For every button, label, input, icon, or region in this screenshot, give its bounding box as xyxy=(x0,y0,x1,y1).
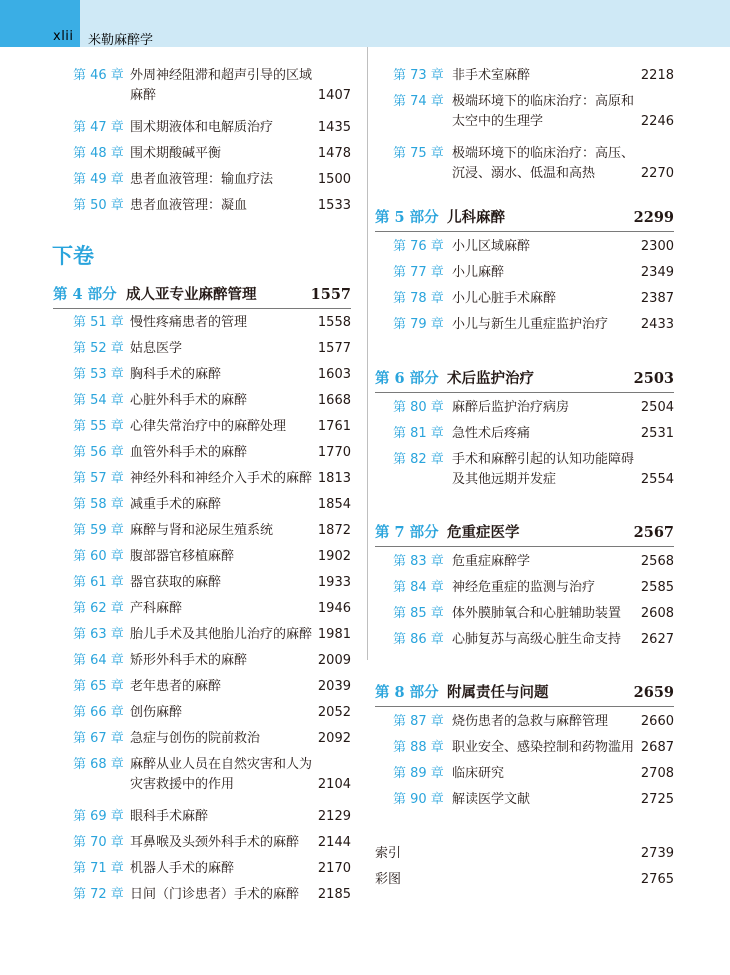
chapter-title: 腹部器官移植麻醉 xyxy=(130,549,235,564)
chapter-title: 小儿麻醉 xyxy=(452,265,505,280)
toc-chapter-entry xyxy=(73,365,351,385)
toc-chapter-entry xyxy=(73,573,351,593)
toc-chapter-entry xyxy=(393,738,674,758)
toc-chapter-entry xyxy=(73,313,351,333)
toc-chapter-entry xyxy=(73,599,351,619)
chapter-title: 器官获取的麻醉 xyxy=(130,575,222,590)
chapter-number: 第 87 章 xyxy=(393,714,444,729)
chapter-page: 2687 xyxy=(640,740,674,755)
toc-chapter-entry xyxy=(393,398,674,418)
toc-chapter-entry xyxy=(393,604,674,624)
chapter-title: 急性术后疼痛 xyxy=(452,426,531,441)
chapter-number: 第 83 章 xyxy=(393,554,444,569)
chapter-title-continued: 及其他远期并发症 xyxy=(452,472,557,487)
part-underline xyxy=(375,392,674,393)
chapter-page: 1603 xyxy=(317,367,351,382)
back-matter-label: 索引 xyxy=(375,846,402,861)
chapter-title: 慢性疼痛患者的管理 xyxy=(130,315,248,330)
chapter-page: 1533 xyxy=(317,198,351,213)
chapter-title: 减重手术的麻醉 xyxy=(130,497,222,512)
toc-chapter-entry xyxy=(73,66,351,106)
chapter-page: 1577 xyxy=(317,341,351,356)
chapter-page: 1478 xyxy=(317,146,351,161)
toc-chapter-entry xyxy=(393,552,674,572)
toc-chapter-entry xyxy=(73,495,351,515)
part-page: 1557 xyxy=(310,286,351,303)
back-matter-page: 2765 xyxy=(640,872,674,887)
toc-part-heading xyxy=(53,284,351,306)
chapter-title: 临床研究 xyxy=(452,766,505,781)
part-underline xyxy=(375,231,674,232)
toc-chapter-entry xyxy=(393,712,674,732)
chapter-title: 胎儿手术及其他胎儿治疗的麻醉 xyxy=(130,627,313,642)
chapter-number: 第 48 章 xyxy=(73,146,124,161)
chapter-title: 极端环境下的临床治疗：高压、 xyxy=(452,146,635,161)
toc-chapter-entry xyxy=(393,92,674,132)
part-title: 危重症医学 xyxy=(447,524,520,541)
chapter-title: 麻醉后监护治疗病房 xyxy=(452,400,570,415)
toc-chapter-entry xyxy=(73,170,351,190)
chapter-title: 小儿区域麻醉 xyxy=(452,239,531,254)
chapter-page: 2531 xyxy=(640,426,674,441)
chapter-page: 2052 xyxy=(317,705,351,720)
chapter-title: 麻醉与肾和泌尿生殖系统 xyxy=(130,523,274,538)
part-page: 2567 xyxy=(633,524,674,541)
page-number: xlii xyxy=(53,29,74,44)
chapter-number: 第 72 章 xyxy=(73,887,124,902)
part-label: 第 6 部分 xyxy=(375,370,439,387)
toc-chapter-entry xyxy=(73,443,351,463)
chapter-page: 2504 xyxy=(640,400,674,415)
toc-chapter-entry xyxy=(73,885,351,905)
chapter-number: 第 64 章 xyxy=(73,653,124,668)
chapter-title: 烧伤患者的急救与麻醉管理 xyxy=(452,714,609,729)
back-matter-entry xyxy=(375,844,674,864)
toc-chapter-entry xyxy=(73,391,351,411)
volume-heading: 下卷 xyxy=(52,244,94,268)
chapter-number: 第 62 章 xyxy=(73,601,124,616)
chapter-title: 患者血液管理：凝血 xyxy=(130,198,248,213)
chapter-title: 小儿与新生儿重症监护治疗 xyxy=(452,317,609,332)
chapter-title: 解读医学文献 xyxy=(452,792,531,807)
chapter-number: 第 82 章 xyxy=(393,452,444,467)
chapter-title-continued: 麻醉 xyxy=(130,88,157,103)
part-underline xyxy=(375,706,674,707)
chapter-number: 第 67 章 xyxy=(73,731,124,746)
chapter-page: 2554 xyxy=(640,472,674,487)
chapter-title: 神经危重症的监测与治疗 xyxy=(452,580,596,595)
toc-chapter-entry xyxy=(73,729,351,749)
chapter-page: 2300 xyxy=(640,239,674,254)
part-title: 儿科麻醉 xyxy=(447,209,505,226)
part-label: 第 4 部分 xyxy=(53,286,117,303)
chapter-number: 第 63 章 xyxy=(73,627,124,642)
chapter-number: 第 50 章 xyxy=(73,198,124,213)
chapter-number: 第 78 章 xyxy=(393,291,444,306)
chapter-number: 第 79 章 xyxy=(393,317,444,332)
back-matter-label: 彩图 xyxy=(375,872,402,887)
chapter-number: 第 74 章 xyxy=(393,94,444,109)
chapter-number: 第 51 章 xyxy=(73,315,124,330)
chapter-page: 1500 xyxy=(317,172,351,187)
chapter-number: 第 56 章 xyxy=(73,445,124,460)
chapter-number: 第 81 章 xyxy=(393,426,444,441)
chapter-title: 职业安全、感染控制和药物滥用 xyxy=(452,740,635,755)
chapter-number: 第 84 章 xyxy=(393,580,444,595)
chapter-number: 第 70 章 xyxy=(73,835,124,850)
chapter-title: 耳鼻喉及头颈外科手术的麻醉 xyxy=(130,835,300,850)
chapter-number: 第 46 章 xyxy=(73,68,124,83)
chapter-title: 神经外科和神经介入手术的麻醉 xyxy=(130,471,313,486)
chapter-title: 患者血液管理：输血疗法 xyxy=(130,172,274,187)
chapter-number: 第 71 章 xyxy=(73,861,124,876)
toc-part-heading xyxy=(375,522,674,544)
toc-chapter-entry xyxy=(393,315,674,335)
chapter-title-continued: 太空中的生理学 xyxy=(452,114,544,129)
chapter-page: 1407 xyxy=(317,88,351,103)
chapter-page: 1902 xyxy=(317,549,351,564)
chapter-page: 2246 xyxy=(640,114,674,129)
toc-chapter-entry xyxy=(393,66,674,86)
toc-chapter-entry xyxy=(73,469,351,489)
toc-chapter-entry xyxy=(393,263,674,283)
toc-part-heading xyxy=(375,368,674,390)
chapter-page: 2387 xyxy=(640,291,674,306)
chapter-number: 第 85 章 xyxy=(393,606,444,621)
chapter-title: 围术期酸碱平衡 xyxy=(130,146,222,161)
chapter-title: 外周神经阻滞和超声引导的区域 xyxy=(130,68,313,83)
toc-chapter-entry xyxy=(73,703,351,723)
chapter-title: 产科麻醉 xyxy=(130,601,183,616)
toc-chapter-entry xyxy=(393,237,674,257)
chapter-number: 第 55 章 xyxy=(73,419,124,434)
chapter-title: 体外膜肺氧合和心脏辅助装置 xyxy=(452,606,622,621)
chapter-page: 2585 xyxy=(640,580,674,595)
chapter-title: 血管外科手术的麻醉 xyxy=(130,445,248,460)
part-label: 第 7 部分 xyxy=(375,524,439,541)
chapter-page: 2708 xyxy=(640,766,674,781)
chapter-page: 1981 xyxy=(317,627,351,642)
chapter-number: 第 80 章 xyxy=(393,400,444,415)
toc-chapter-entry xyxy=(393,764,674,784)
part-title: 附属责任与问题 xyxy=(447,684,549,701)
toc-chapter-entry xyxy=(73,547,351,567)
chapter-page: 2349 xyxy=(640,265,674,280)
chapter-title: 麻醉从业人员在自然灾害和人为 xyxy=(130,757,313,772)
toc-chapter-entry xyxy=(393,450,674,490)
chapter-title-continued: 沉浸、溺水、低温和高热 xyxy=(452,166,596,181)
part-title: 成人亚专业麻醉管理 xyxy=(126,286,257,303)
toc-chapter-entry xyxy=(73,118,351,138)
back-matter-page: 2739 xyxy=(640,846,674,861)
chapter-number: 第 68 章 xyxy=(73,757,124,772)
toc-chapter-entry xyxy=(73,196,351,216)
chapter-page: 2725 xyxy=(640,792,674,807)
chapter-number: 第 58 章 xyxy=(73,497,124,512)
toc-chapter-entry xyxy=(393,289,674,309)
chapter-page: 2660 xyxy=(640,714,674,729)
chapter-number: 第 60 章 xyxy=(73,549,124,564)
chapter-number: 第 53 章 xyxy=(73,367,124,382)
chapter-page: 1933 xyxy=(317,575,351,590)
chapter-title: 矫形外科手术的麻醉 xyxy=(130,653,248,668)
chapter-title: 心肺复苏与高级心脏生命支持 xyxy=(452,632,622,647)
toc-chapter-entry xyxy=(73,521,351,541)
chapter-title: 眼科手术麻醉 xyxy=(130,809,209,824)
chapter-title: 胸科手术的麻醉 xyxy=(130,367,222,382)
column-divider xyxy=(367,47,368,660)
toc-part-heading xyxy=(375,207,674,229)
chapter-number: 第 88 章 xyxy=(393,740,444,755)
chapter-page: 2433 xyxy=(640,317,674,332)
chapter-page: 2039 xyxy=(317,679,351,694)
part-underline xyxy=(53,308,351,309)
part-title: 术后监护治疗 xyxy=(447,370,534,387)
toc-chapter-entry xyxy=(393,790,674,810)
back-matter-entry xyxy=(375,870,674,890)
chapter-title: 围术期液体和电解质治疗 xyxy=(130,120,274,135)
part-label: 第 8 部分 xyxy=(375,684,439,701)
chapter-page: 2627 xyxy=(640,632,674,647)
toc-chapter-entry xyxy=(73,755,351,795)
chapter-number: 第 69 章 xyxy=(73,809,124,824)
toc-chapter-entry xyxy=(393,578,674,598)
part-page: 2503 xyxy=(633,370,674,387)
part-page: 2299 xyxy=(633,209,674,226)
toc-chapter-entry xyxy=(73,677,351,697)
chapter-title: 危重症麻醉学 xyxy=(452,554,531,569)
chapter-number: 第 86 章 xyxy=(393,632,444,647)
toc-chapter-entry xyxy=(73,651,351,671)
chapter-title: 创伤麻醉 xyxy=(130,705,183,720)
chapter-page: 1435 xyxy=(317,120,351,135)
chapter-page: 2170 xyxy=(317,861,351,876)
chapter-page: 2092 xyxy=(317,731,351,746)
chapter-number: 第 77 章 xyxy=(393,265,444,280)
chapter-title: 手术和麻醉引起的认知功能障碍 xyxy=(452,452,635,467)
toc-chapter-entry xyxy=(73,417,351,437)
chapter-number: 第 76 章 xyxy=(393,239,444,254)
chapter-page: 1558 xyxy=(317,315,351,330)
chapter-number: 第 57 章 xyxy=(73,471,124,486)
chapter-page: 2185 xyxy=(317,887,351,902)
chapter-number: 第 47 章 xyxy=(73,120,124,135)
chapter-number: 第 65 章 xyxy=(73,679,124,694)
running-title: 米勒麻醉学 xyxy=(88,33,154,48)
chapter-page: 2104 xyxy=(317,777,351,792)
toc-chapter-entry xyxy=(393,144,674,184)
chapter-page: 1770 xyxy=(317,445,351,460)
chapter-title: 日间（门诊患者）手术的麻醉 xyxy=(130,887,300,902)
chapter-number: 第 54 章 xyxy=(73,393,124,408)
chapter-title: 极端环境下的临床治疗：高原和 xyxy=(452,94,635,109)
chapter-page: 2129 xyxy=(317,809,351,824)
chapter-page: 1813 xyxy=(317,471,351,486)
toc-chapter-entry xyxy=(73,339,351,359)
chapter-page: 2009 xyxy=(317,653,351,668)
chapter-title-continued: 灾害救援中的作用 xyxy=(130,777,235,792)
toc-chapter-entry xyxy=(73,144,351,164)
chapter-page: 2270 xyxy=(640,166,674,181)
toc-chapter-entry xyxy=(73,833,351,853)
toc-chapter-entry xyxy=(73,807,351,827)
chapter-title: 心脏外科手术的麻醉 xyxy=(130,393,248,408)
part-label: 第 5 部分 xyxy=(375,209,439,226)
chapter-page: 1761 xyxy=(317,419,351,434)
chapter-page: 2218 xyxy=(640,68,674,83)
chapter-title: 急症与创伤的院前救治 xyxy=(130,731,261,746)
toc-part-heading xyxy=(375,682,674,704)
chapter-page: 1854 xyxy=(317,497,351,512)
chapter-page: 1668 xyxy=(317,393,351,408)
chapter-number: 第 61 章 xyxy=(73,575,124,590)
chapter-title: 非手术室麻醉 xyxy=(452,68,531,83)
chapter-title: 老年患者的麻醉 xyxy=(130,679,222,694)
chapter-number: 第 75 章 xyxy=(393,146,444,161)
toc-chapter-entry xyxy=(73,625,351,645)
chapter-number: 第 89 章 xyxy=(393,766,444,781)
toc-chapter-entry xyxy=(393,424,674,444)
toc-chapter-entry xyxy=(73,859,351,879)
part-page: 2659 xyxy=(633,684,674,701)
chapter-page: 2144 xyxy=(317,835,351,850)
chapter-number: 第 59 章 xyxy=(73,523,124,538)
chapter-page: 2568 xyxy=(640,554,674,569)
chapter-number: 第 52 章 xyxy=(73,341,124,356)
chapter-number: 第 49 章 xyxy=(73,172,124,187)
chapter-number: 第 66 章 xyxy=(73,705,124,720)
chapter-number: 第 73 章 xyxy=(393,68,444,83)
chapter-title: 姑息医学 xyxy=(130,341,183,356)
page-header xyxy=(0,0,730,47)
chapter-page: 2608 xyxy=(640,606,674,621)
chapter-title: 机器人手术的麻醉 xyxy=(130,861,235,876)
chapter-page: 1946 xyxy=(317,601,351,616)
part-underline xyxy=(375,546,674,547)
chapter-number: 第 90 章 xyxy=(393,792,444,807)
chapter-title: 心律失常治疗中的麻醉处理 xyxy=(130,419,287,434)
toc-chapter-entry xyxy=(393,630,674,650)
chapter-page: 1872 xyxy=(317,523,351,538)
chapter-title: 小儿心脏手术麻醉 xyxy=(452,291,557,306)
